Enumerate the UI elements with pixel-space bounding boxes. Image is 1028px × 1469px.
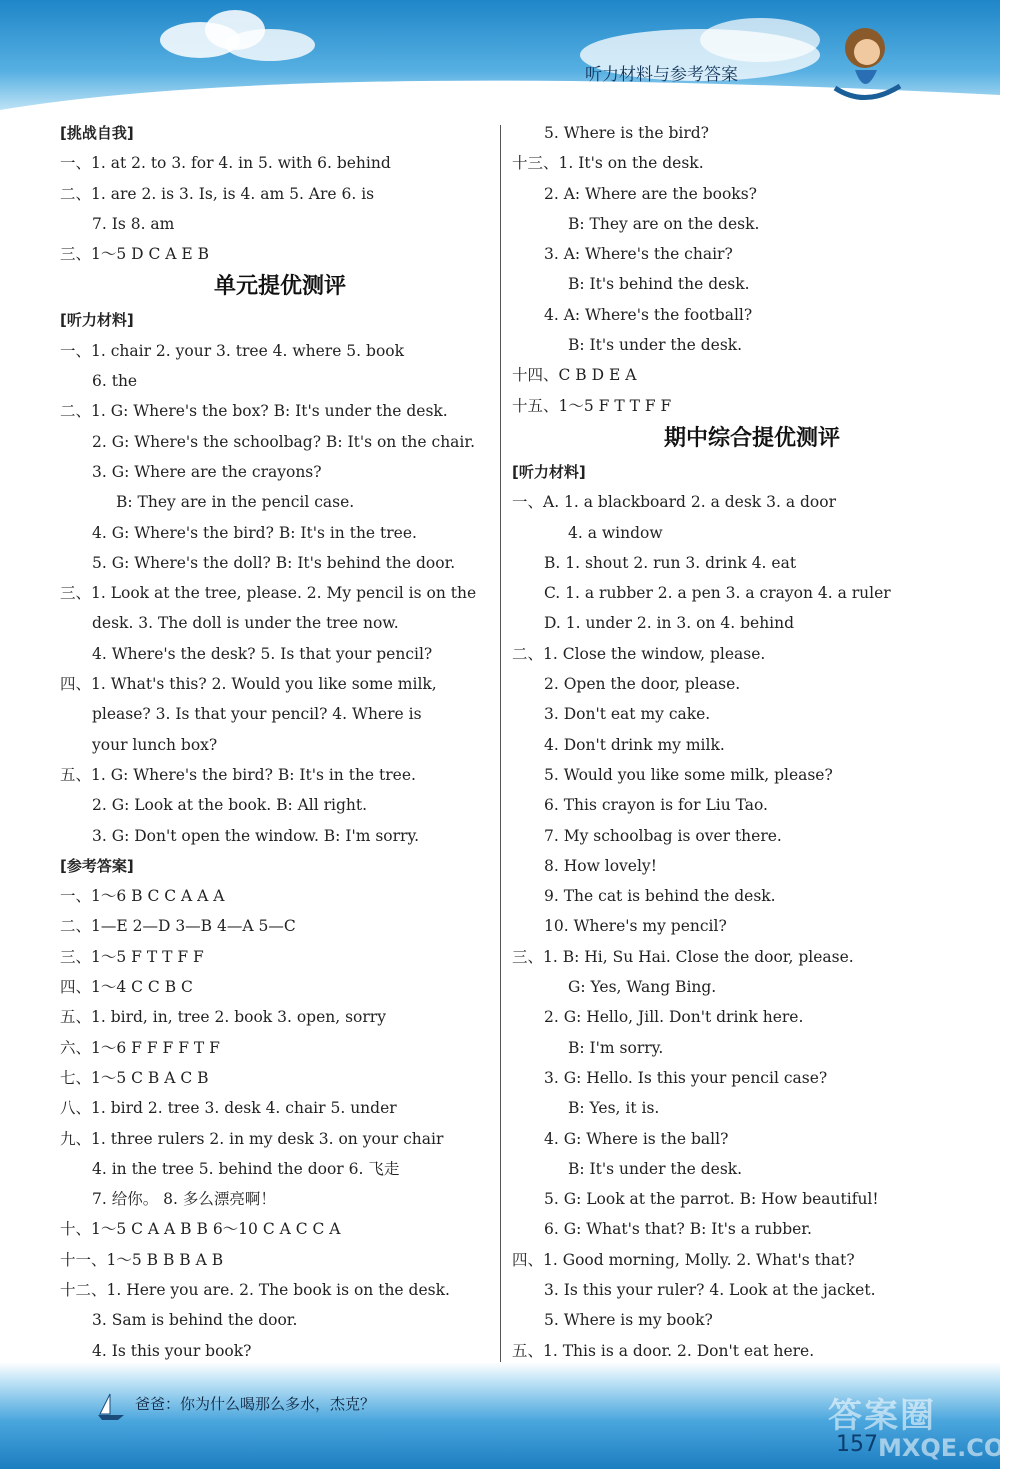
answer-line: 十五、1～5 F T T F F [512, 396, 672, 415]
answer-line: B: Yes, it is. [568, 1099, 660, 1118]
answer-line: 二、1—E 2—D 3—B 4—A 5—C [60, 917, 296, 936]
answer-line: B. 1. shout 2. run 3. drink 4. eat [544, 553, 797, 572]
left-column [60, 118, 500, 1366]
answer-line: 三、1. B: Hi, Su Hai. Close the door, please. [512, 947, 854, 966]
answer-line: 5. G: Look at the parrot. B: How beautiful! [544, 1190, 879, 1209]
answer-line: 4. G: Where is the ball? [544, 1129, 729, 1148]
answer-line: 二、1. Close the window, please. [512, 644, 766, 663]
answer-line: 9. The cat is behind the desk. [544, 887, 776, 906]
answer-line: 一、1. at 2. to 3. for 4. in 5. with 6. behind [60, 154, 391, 173]
sailboat-icon [96, 1392, 126, 1422]
mascot-boy-icon [815, 18, 915, 108]
answer-line: 二、1. are 2. is 3. Is, is 4. am 5. Are 6. is [60, 184, 375, 203]
answer-line: 4. A: Where's the football? [544, 305, 753, 324]
answer-line: 7. 给你。 8. 多么漂亮啊！ [92, 1190, 276, 1209]
answer-line: B: It's behind the desk. [568, 275, 750, 294]
answer-line: 4. Where's the desk? 5. Is that your pencil? [92, 644, 433, 663]
answer-line: B: They are on the desk. [568, 214, 760, 233]
answer-line: 6. G: What's that? B: It's a rubber. [544, 1220, 812, 1239]
answer-line: 十二、1. Here you are. 2. The book is on the desk. [60, 1280, 450, 1299]
answer-line: 三、1～5 D C A E B [60, 245, 210, 264]
section-tag: [参考答案] [60, 856, 134, 875]
answer-line: 六、1～6 F F F F T F [60, 1038, 220, 1057]
answer-line: 4. Don't drink my milk. [544, 735, 725, 754]
answer-line: 三、1. Look at the tree, please. 2. My pencil is on the [60, 584, 477, 603]
answer-line: 6. the [92, 372, 138, 391]
answer-line: 九、1. three rulers 2. in my desk 3. on your chair [60, 1129, 444, 1148]
answer-line: G: Yes, Wang Bing. [568, 978, 717, 997]
answer-line: 5. Where is my book? [544, 1311, 713, 1330]
answer-line: 四、1. What's this? 2. Would you like some milk, [60, 675, 437, 694]
answer-line: B: It's under the desk. [568, 336, 743, 355]
answer-line: 4. G: Where's the bird? B: It's in the tree. [92, 523, 417, 542]
answer-line: 5. Where is the bird? [544, 124, 709, 142]
answer-line: 十四、C B D E A [512, 366, 637, 385]
answer-line: 五、1. G: Where's the bird? B: It's in the tree. [60, 765, 416, 784]
answer-line: 八、1. bird 2. tree 3. desk 4. chair 5. under [60, 1099, 397, 1118]
answer-line: 3. Don't eat my cake. [544, 705, 711, 724]
watermark-logo: 答案圈 [828, 1396, 936, 1436]
answer-line: C. 1. a rubber 2. a pen 3. a crayon 4. a ruler [544, 584, 891, 603]
footer-joke: 爸爸：你为什么喝那么多水，杰克？ [135, 1395, 376, 1413]
watermark-url: MXQE.COM [878, 1434, 1028, 1462]
answer-line: desk. 3. The doll is under the tree now. [92, 614, 399, 633]
answer-line: 4. in the tree 5. behind the door 6. 飞走 [92, 1159, 400, 1178]
header-title: 听力材料与参考答案 [585, 65, 738, 85]
answer-line: 五、1. bird, in, tree 2. book 3. open, sorry [60, 1008, 386, 1027]
answer-line: 四、1～4 C C B C [60, 978, 193, 997]
answer-line: 3. Sam is behind the door. [92, 1311, 298, 1330]
section-tag: [听力材料] [512, 462, 586, 481]
answer-line: 2. G: Look at the book. B: All right. [92, 796, 368, 815]
answer-line: 8. How lovely! [544, 856, 657, 875]
column-divider [500, 125, 501, 1365]
answer-line: B: I'm sorry. [568, 1038, 664, 1057]
answer-line: 3. Is this your ruler? 4. Look at the jacket. [544, 1280, 876, 1299]
answer-line: 十、1～5 C A A B B 6～10 C A C C A [60, 1220, 341, 1239]
answer-line: 一、1～6 B C C A A A [60, 887, 225, 906]
answer-line: 7. Is 8. am [92, 214, 175, 233]
answer-line: 二、1. G: Where's the box? B: It's under the desk. [60, 402, 448, 421]
right-column [512, 118, 992, 1366]
answer-line: 十一、1～5 B B B A B [60, 1250, 224, 1269]
answer-line: 4. Is this your book? [92, 1341, 252, 1360]
answer-line: 3. G: Where are the crayons? [92, 462, 322, 481]
section-tag: [挑战自我] [60, 124, 134, 142]
answer-line: B: They are in the pencil case. [116, 493, 355, 512]
answer-line: 2. Open the door, please. [544, 675, 741, 694]
answer-line: 3. A: Where's the chair? [544, 245, 733, 264]
answer-line: 七、1～5 C B A C B [60, 1068, 209, 1087]
answer-line: 10. Where's my pencil? [544, 917, 727, 936]
answer-line: 7. My schoolbag is over there. [544, 826, 782, 845]
answer-line: 3. G: Don't open the window. B: I'm sorry. [92, 826, 420, 845]
answer-line: 四、1. Good morning, Molly. 2. What's that? [512, 1250, 855, 1269]
answer-line: 一、1. chair 2. your 3. tree 4. where 5. book [60, 341, 405, 360]
page-number: 157 [836, 1432, 878, 1457]
answer-line: D. 1. under 2. in 3. on 4. behind [544, 614, 795, 633]
answer-line: 一、A. 1. a blackboard 2. a desk 3. a door [512, 493, 837, 512]
answer-line: your lunch box? [92, 735, 218, 754]
answer-line: 五、1. This is a door. 2. Don't eat here. [512, 1341, 815, 1360]
section-title: 单元提优测评 [213, 274, 346, 300]
answer-line: please? 3. Is that your pencil? 4. Where is [92, 705, 422, 724]
answer-line: 2. G: Where's the schoolbag? B: It's on the chair. [92, 432, 476, 451]
section-title: 期中综合提优测评 [663, 425, 840, 451]
answer-line: 5. G: Where's the doll? B: It's behind the door. [92, 553, 456, 572]
answer-line: 十三、1. It's on the desk. [512, 154, 704, 173]
answer-line: 3. G: Hello. Is this your pencil case? [544, 1068, 828, 1087]
answer-line: 5. Would you like some milk, please? [544, 765, 833, 784]
answer-line: 三、1～5 F T T F F [60, 947, 204, 966]
answer-line: 2. G: Hello, Jill. Don't drink here. [544, 1008, 804, 1027]
answer-line: 2. A: Where are the books? [544, 184, 757, 203]
answer-line: B: It's under the desk. [568, 1159, 743, 1178]
answer-line: 6. This crayon is for Liu Tao. [544, 796, 768, 815]
section-tag: [听力材料] [60, 311, 134, 330]
answer-line: 4. a window [568, 523, 663, 542]
